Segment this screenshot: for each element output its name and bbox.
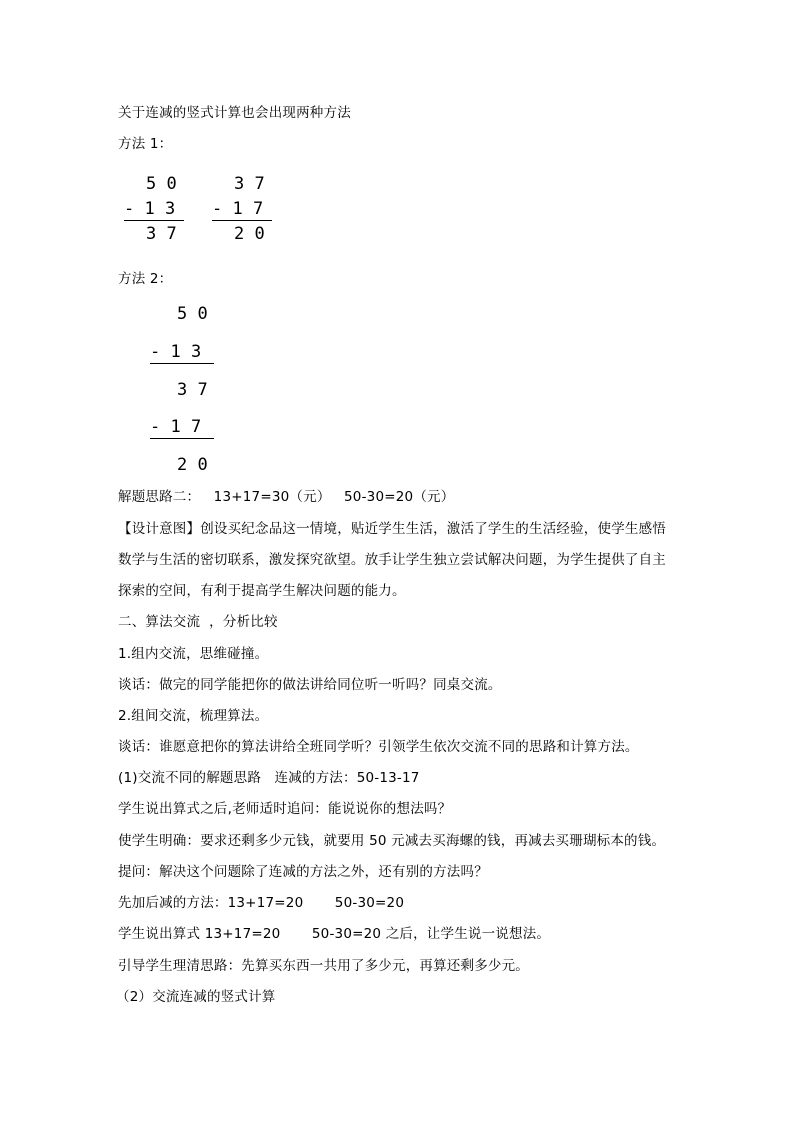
m1-a-subtrahend: - 1 3 (124, 199, 184, 221)
paragraph-11: 引导学生理清思路：先算买东西一共用了多少元，再算还剩多少元。 (118, 958, 529, 974)
paragraph-9: 先加后减的方法：13+17=20 50-30=20 (118, 895, 405, 911)
m1-b-minuend: 3 7 (234, 174, 265, 194)
paragraph-3: 2.组间交流，梳理算法。 (118, 708, 269, 724)
solution-idea-2: 解题思路二： 13+17=30（元） 50-30=20（元） (118, 489, 455, 505)
method2-label: 方法 2： (118, 271, 173, 287)
paragraph-4: 谈话：谁愿意把你的算法讲给全班同学听？引领学生依次交流不同的思路和计算方法。 (118, 739, 639, 755)
m1-a-result: 3 7 (146, 224, 177, 244)
paragraph-5: (1)交流不同的解题思路 连减的方法：50-13-17 (118, 770, 420, 786)
paragraph-1: 1.组内交流，思维碰撞。 (118, 646, 269, 662)
design-intent-text-1: 创设买纪念品这一情境，贴近学生生活，激活了学生的生活经验，使学生感悟 (200, 521, 667, 537)
m2-row-3: 3 7 (177, 380, 208, 400)
method1-label: 方法 1： (118, 136, 173, 152)
paragraph-8: 提问：解决这个问题除了连减的方法之外，还有别的方法吗？ (118, 864, 488, 880)
m2-row-2: - 1 3 (150, 342, 214, 364)
m2-row-4: - 1 7 (150, 417, 214, 439)
intro-text: 关于连减的竖式计算也会出现两种方法 (118, 105, 351, 121)
paragraph-12: （2）交流连减的竖式计算 (116, 989, 276, 1005)
paragraph-7: 使学生明确：要求还剩多少元钱，就要用 50 元减去买海螺的钱，再减去买珊瑚标本的钱。 (118, 833, 666, 849)
design-intent-line-3: 探索的空间，有利于提高学生解决问题的能力。 (118, 583, 406, 599)
m2-row-1: 5 0 (177, 304, 208, 324)
design-intent-line-1 (118, 520, 666, 538)
m1-b-result: 2 0 (234, 224, 265, 244)
paragraph-10: 学生说出算式 13+17=20 50-30=20 之后，让学生说一说想法。 (118, 926, 551, 942)
m2-row-5: 2 0 (177, 455, 208, 475)
paragraph-2: 谈话：做完的同学能把你的做法讲给同位听一听吗？同桌交流。 (118, 677, 502, 693)
section-2-heading: 二、算法交流 ，分析比较 (118, 614, 278, 630)
paragraph-6: 学生说出算式之后,老师适时追问：能说说你的想法吗？ (118, 801, 452, 817)
m1-b-subtrahend: - 1 7 (212, 199, 272, 221)
design-intent-line-2: 数学与生活的密切联系，激发探究欲望。放手让学生独立尝试解决问题，为学生提供了自主 (118, 552, 666, 568)
design-intent-tag: 【设计意图】 (118, 521, 201, 537)
m1-a-minuend: 5 0 (146, 174, 177, 194)
